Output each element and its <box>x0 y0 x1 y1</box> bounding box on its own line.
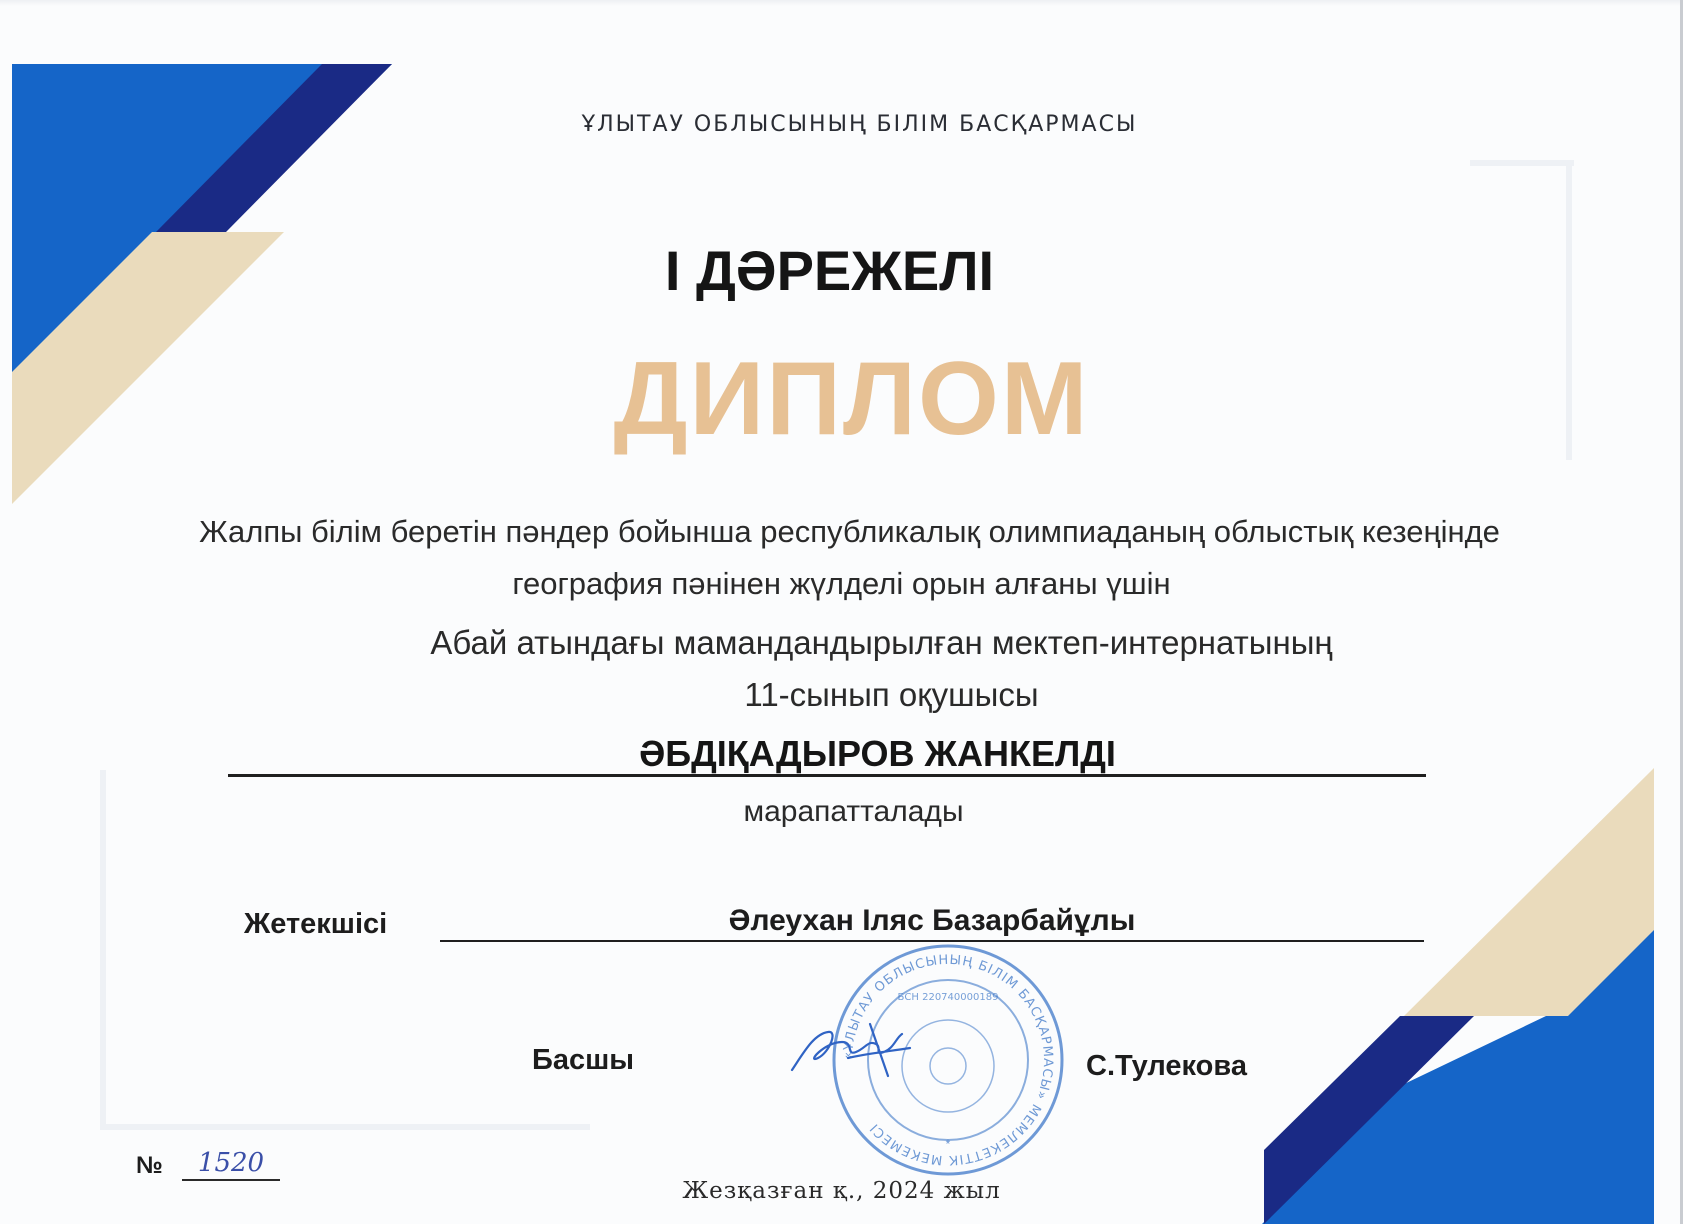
student-name-underline <box>228 774 1426 777</box>
diploma-title: ДИПЛОМ <box>613 341 1090 457</box>
number-label: № <box>136 1152 163 1179</box>
degree-heading: I ДӘРЕЖЕЛІ <box>664 239 995 302</box>
supervisor-name: Әлеухан Іляс Базарбайұлы <box>728 904 1136 937</box>
school-line: Абай атындағы мамандандырылған мектеп-интернатының <box>430 624 1333 661</box>
signature-stroke <box>792 1024 910 1076</box>
stamp-emblem-sun <box>930 1048 966 1084</box>
stamp-ring-text: «ҰЛЫТАУ ОБЛЫСЫНЫҢ БІЛІМ БАСҚАРМАСЫ» МЕМЛЕКЕТТІК МЕКЕМЕСІ <box>840 952 1056 1168</box>
reason-line-1: Жалпы білім беретін пәндер бойынша республикалық олимпиаданың облыстық кезеңінде <box>199 514 1500 549</box>
awarded-text: марапатталады <box>743 795 964 828</box>
diploma-number: 1520 <box>182 1148 280 1181</box>
reason-line-2: география пәнінен жүлделі орын алғаны үшін <box>512 566 1171 601</box>
supervisor-label: Жетекшісі <box>244 908 388 940</box>
stamp-bin: БСН 220740000189 <box>897 992 999 1003</box>
grade-line: 11-сынып оқушысы <box>744 676 1039 713</box>
head-label: Басшы <box>532 1044 635 1076</box>
head-name: С.Тулекова <box>1086 1050 1247 1082</box>
city-year: Жезқазған қ., 2024 жыл <box>682 1178 1001 1204</box>
issuing-organization: ҰЛЫТАУ ОБЛЫСЫНЫҢ БІЛІМ БАСҚАРМАСЫ <box>581 112 1138 137</box>
stamp-star-icon: * <box>945 1137 951 1151</box>
student-name: ӘБДІҚАДЫРОВ ЖАНКЕЛДІ <box>639 733 1116 774</box>
signature <box>784 1012 916 1084</box>
